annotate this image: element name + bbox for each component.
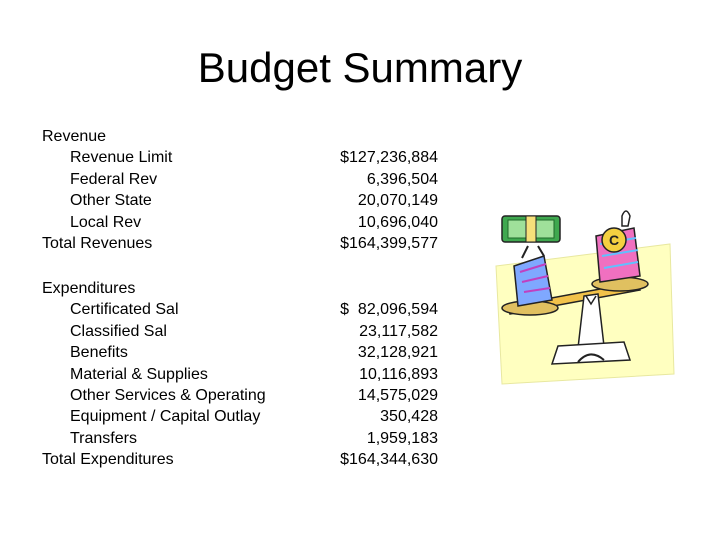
equipment-capital-label: Equipment / Capital Outlay bbox=[70, 408, 261, 426]
revenue-row bbox=[42, 190, 442, 211]
certificated-sal-value: $ 82,096,594 bbox=[340, 301, 438, 319]
federal-rev-label: Federal Rev bbox=[70, 170, 158, 188]
expenditure-row bbox=[42, 428, 442, 449]
other-services-value: 14,575,029 bbox=[357, 386, 438, 404]
revenue-row bbox=[42, 147, 442, 168]
equipment-capital-value: 350,428 bbox=[380, 408, 438, 426]
certificated-sal-label: Certificated Sal bbox=[70, 301, 179, 319]
benefits-label: Benefits bbox=[70, 344, 128, 362]
other-state-label: Other State bbox=[70, 192, 152, 210]
expenditure-row bbox=[42, 321, 442, 342]
material-supplies-value: 10,116,893 bbox=[359, 365, 438, 383]
total-expenditures-label: Total Expenditures bbox=[42, 451, 174, 469]
transfers-label: Transfers bbox=[70, 429, 137, 447]
coin-symbol: C bbox=[609, 232, 620, 248]
expenditures-heading: Expenditures bbox=[42, 280, 136, 297]
local-rev-label: Local Rev bbox=[70, 213, 142, 231]
revenue-row bbox=[42, 212, 442, 233]
expenditure-row bbox=[42, 406, 442, 427]
revenue-row bbox=[42, 169, 442, 190]
transfers-value: 1,959,183 bbox=[366, 429, 438, 447]
revenue-heading: Revenue bbox=[42, 128, 107, 145]
scale-base bbox=[552, 342, 630, 364]
revenue-total-row bbox=[42, 233, 442, 254]
federal-rev-value: 6,396,504 bbox=[366, 170, 438, 188]
revenue-limit-value: $127,236,884 bbox=[340, 149, 438, 167]
total-expenditures-value: $164,344,630 bbox=[340, 451, 438, 469]
classified-sal-value: 23,117,582 bbox=[359, 322, 438, 340]
expenditure-row bbox=[42, 385, 442, 406]
revenue-heading-row bbox=[42, 126, 442, 147]
balance-scale-clipart bbox=[488, 196, 678, 386]
page-title: Budget Summary bbox=[197, 44, 523, 91]
classified-sal-label: Classified Sal bbox=[70, 322, 167, 340]
other-state-value: 20,070,149 bbox=[357, 192, 438, 210]
material-supplies-label: Material & Supplies bbox=[70, 365, 208, 383]
revenue-section bbox=[42, 126, 442, 254]
expenditure-row bbox=[42, 342, 442, 363]
local-rev-value: 10,696,040 bbox=[357, 213, 438, 231]
right-figure-head bbox=[622, 211, 630, 226]
revenue-limit-label: Revenue Limit bbox=[70, 149, 173, 167]
total-revenues-value: $164,399,577 bbox=[340, 234, 438, 252]
expenditure-row bbox=[42, 364, 442, 385]
benefits-value: 32,128,921 bbox=[357, 344, 438, 362]
expenditure-row bbox=[42, 299, 442, 320]
expenditures-section bbox=[42, 278, 442, 471]
expenditures-heading-row bbox=[42, 278, 442, 299]
expenditures-total-row bbox=[42, 449, 442, 470]
total-revenues-label: Total Revenues bbox=[42, 234, 153, 252]
other-services-label: Other Services & Operating bbox=[70, 386, 266, 404]
